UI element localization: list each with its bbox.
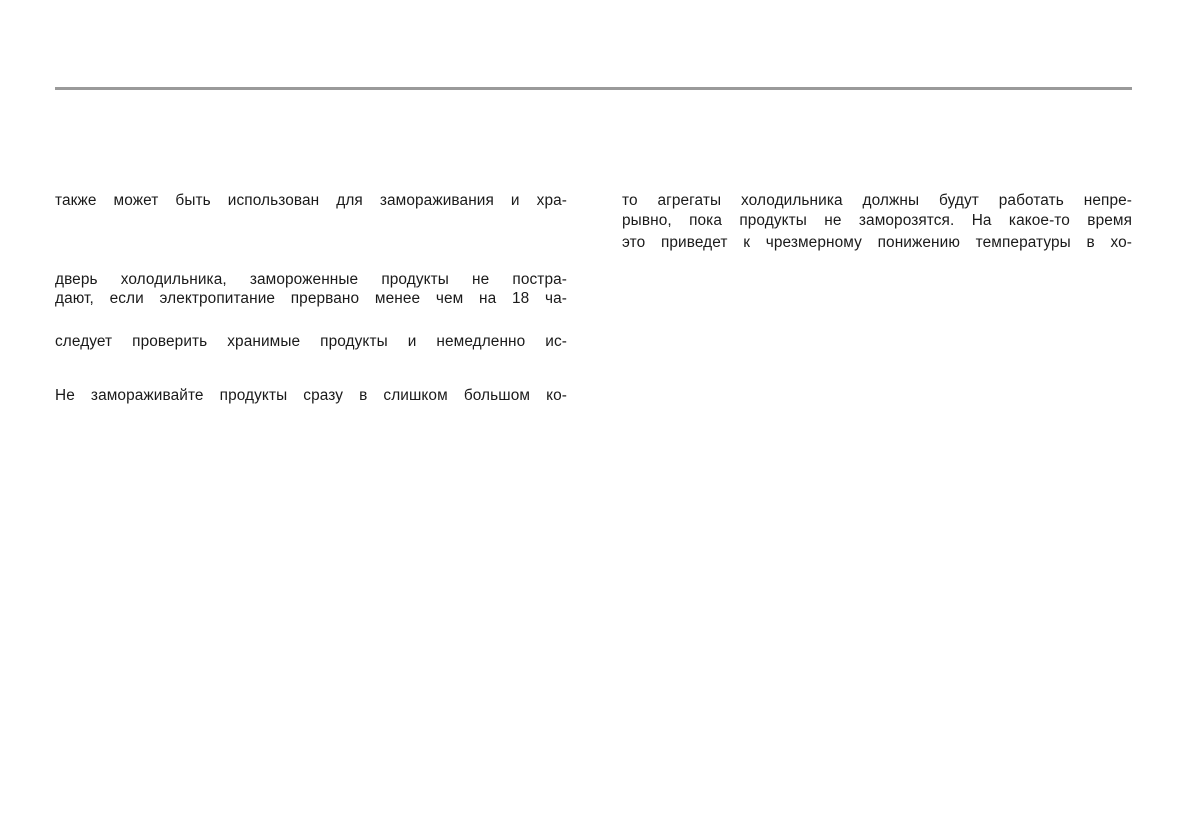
left-text-line-1: также может быть использован для замораживания и хра- [55, 192, 567, 209]
header-rule [55, 87, 1132, 90]
left-text-line-5: Не замораживайте продукты сразу в слишком большом ко- [55, 387, 567, 404]
right-text-line-3: это приведет к чрезмерному понижению температуры в хо- [622, 234, 1132, 251]
right-text-line-1: то агрегаты холодильника должны будут работать непре- [622, 192, 1132, 209]
left-text-line-3: дают, если электропитание прервано менее чем на 18 ча- [55, 290, 567, 307]
right-text-line-2: рывно, пока продукты не заморозятся. На какое-то время [622, 212, 1132, 229]
left-text-line-4: следует проверить хранимые продукты и немедленно ис- [55, 333, 567, 350]
left-text-line-2: дверь холодильника, замороженные продукты не постра- [55, 271, 567, 288]
